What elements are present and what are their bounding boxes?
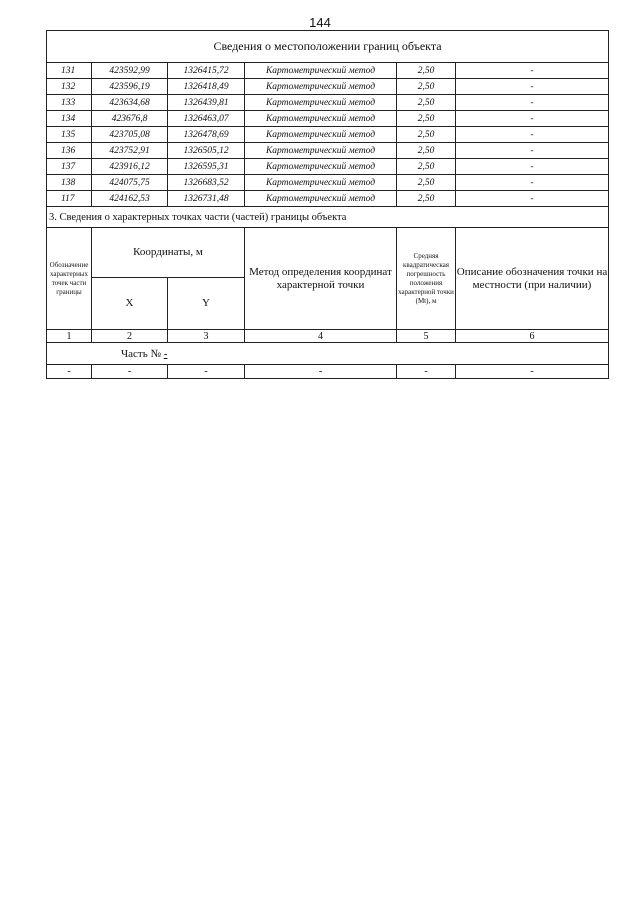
cell-y: 1326439,81 [168,95,245,111]
cell-method: Картометрический метод [245,175,397,191]
cell-desc: - [456,95,609,111]
header-x: X [92,278,168,330]
cell-x: 423592,99 [92,63,168,79]
cell-method: Картометрический метод [245,95,397,111]
cell-n: 137 [47,159,92,175]
cell-n: 134 [47,111,92,127]
table-row [47,175,609,191]
cell-x: 423705,08 [92,127,168,143]
col-number: 6 [456,330,609,343]
cell-desc: - [456,175,609,191]
document-frame [46,30,608,379]
empty-cell: - [168,365,245,379]
cell-n: 132 [47,79,92,95]
cell-mt: 2,50 [397,95,456,111]
section3-title: 3. Сведения о характерных точках части (частей) границы объекта [47,207,609,228]
cell-x: 424075,75 [92,175,168,191]
cell-method: Картометрический метод [245,63,397,79]
cell-mt: 2,50 [397,191,456,207]
header-y: Y [168,278,245,330]
cell-y: 1326463,07 [168,111,245,127]
table-row [47,63,609,79]
header-mt: Средняя квадратическая погрешность положения характерной точки (Mt), м [397,228,456,330]
part-row [47,343,609,365]
cell-mt: 2,50 [397,175,456,191]
header-point: Обозначение характерных точек части границы [47,228,92,330]
col-number: 4 [245,330,397,343]
header-method: Метод определения координат характерной точки [245,228,397,330]
cell-desc: - [456,63,609,79]
cell-x: 424162,53 [92,191,168,207]
cell-x: 423916,12 [92,159,168,175]
cell-x: 423634,68 [92,95,168,111]
cell-x: 423676,8 [92,111,168,127]
part-value: - [163,347,168,360]
cell-method: Картометрический метод [245,143,397,159]
cell-y: 1326731,48 [168,191,245,207]
col-number: 1 [47,330,92,343]
table-row [47,191,609,207]
cell-n: 135 [47,127,92,143]
cell-x: 423752,91 [92,143,168,159]
header-coords: Координаты, м [92,228,245,278]
table-row [47,143,609,159]
cell-mt: 2,50 [397,127,456,143]
col-number: 3 [168,330,245,343]
cell-n: 131 [47,63,92,79]
cell-y: 1326595,31 [168,159,245,175]
table-row [47,127,609,143]
cell-method: Картометрический метод [245,159,397,175]
cell-desc: - [456,143,609,159]
cell-y: 1326683,52 [168,175,245,191]
cell-x: 423596,19 [92,79,168,95]
cell-mt: 2,50 [397,143,456,159]
empty-cell: - [47,365,92,379]
cell-y: 1326505,12 [168,143,245,159]
cell-y: 1326415,72 [168,63,245,79]
cell-n: 136 [47,143,92,159]
cell-method: Картометрический метод [245,127,397,143]
cell-method: Картометрический метод [245,79,397,95]
table-row [47,95,609,111]
table-row [47,159,609,175]
cell-method: Картометрический метод [245,111,397,127]
cell-mt: 2,50 [397,79,456,95]
cell-y: 1326478,69 [168,127,245,143]
cell-method: Картометрический метод [245,191,397,207]
empty-cell: - [245,365,397,379]
page-number: 144 [309,15,331,30]
table-row [47,79,609,95]
cell-y: 1326418,49 [168,79,245,95]
cell-desc: - [456,111,609,127]
cell-mt: 2,50 [397,63,456,79]
cell-desc: - [456,127,609,143]
empty-cell: - [92,365,168,379]
cell-n: 133 [47,95,92,111]
col-number: 5 [397,330,456,343]
cell-desc: - [456,159,609,175]
cell-n: 117 [47,191,92,207]
empty-cell: - [397,365,456,379]
boundary-table [46,30,609,379]
cell-n: 138 [47,175,92,191]
cell-desc: - [456,79,609,95]
empty-cell: - [456,365,609,379]
section-title: Сведения о местоположении границ объекта [47,31,609,63]
cell-mt: 2,50 [397,159,456,175]
col-number: 2 [92,330,168,343]
cell-desc: - [456,191,609,207]
table-row [47,111,609,127]
cell-mt: 2,50 [397,111,456,127]
part-label: Часть № [121,347,161,360]
header-desc: Описание обозначения точки на местности (при наличии) [456,228,609,330]
